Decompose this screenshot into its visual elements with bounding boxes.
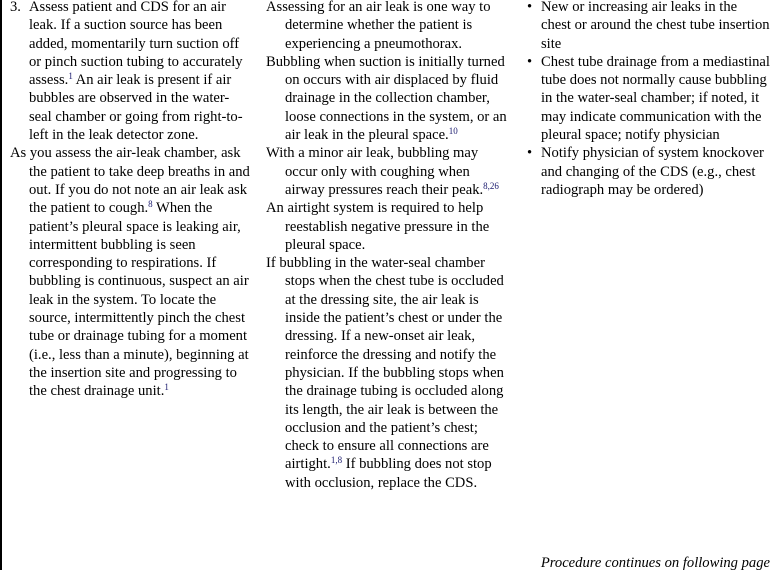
step-text-continued: An air leak is present if air bubbles are observed in the water-seal chamber or going from right-to-left in the leak detector zone.	[29, 72, 243, 144]
step-number: 3.	[10, 0, 21, 15]
paragraph-text: As you assess the air-leak chamber, ask the patient to take deep breaths in and out. If you do not note an air leak ask the patient to cough.	[10, 145, 250, 217]
continuation-note: Procedure continues on following page	[540, 555, 770, 571]
list-item	[526, 144, 770, 199]
rationale-text: Bubbling when suction is initially turned on occurs with air displaced by fluid drainage in the collection chamber, loose connections in the system, or an air leak in the pleural space.	[266, 53, 507, 144]
reference-link[interactable]: 10	[448, 126, 458, 137]
reference-link[interactable]: 8,26	[483, 180, 499, 191]
paragraph-text-continued: When the patient’s pleural space is leaking air, intermittent bubbling is seen corresponding to respirations. If bubbling is continuous, suspect an air leak in the system. To locate the source, intermittently pinch the chest tube or drainage tubing for a moment (i.e., less than a minute), beginning at the insertion site and progressing to the chest drainage unit.	[29, 200, 249, 400]
list-item	[526, 53, 770, 144]
reportable-conditions-column	[526, 0, 770, 199]
list-item	[526, 0, 770, 53]
reference-link[interactable]: 1	[164, 382, 169, 393]
reference-link[interactable]: 1	[68, 71, 73, 82]
rationale-4: An airtight system is required to help reestablish negative pressure in the pleural space.	[266, 200, 490, 253]
rationale-1: Assessing for an air leak is one way to determine whether the patient is experiencing a pneumothorax.	[266, 0, 491, 52]
step-3-paragraph-2	[10, 144, 250, 400]
list-item-text: Notify physician of system knockover and changing of the CDS (e.g., chest radiograph may be ordered)	[541, 145, 764, 198]
rationale-text-continued: If bubbling does not stop with occlusion, replace the CDS.	[285, 456, 492, 491]
rationale-5	[266, 254, 511, 492]
reference-link[interactable]: 1,8	[330, 455, 343, 466]
bullet-icon: •	[527, 145, 533, 162]
step-text: Assess patient and CDS for an air leak. If a suction source has been added, momentarily turn suction off or pinch suction tubing to accurately assess.	[29, 0, 243, 89]
rationale-3	[266, 144, 511, 199]
rationale-2	[266, 53, 511, 144]
list-item-text: Chest tube drainage from a mediastinal tube does not normally cause bubbling in the water-seal chamber; if noted, it may indicate communication with the pleural space; notify physician	[541, 53, 770, 144]
rationale-text: With a minor air leak, bubbling may occur only with coughing when airway pressures reach their peak.	[266, 145, 484, 198]
step-3	[10, 0, 250, 144]
rationale-text: If bubbling in the water-seal chamber stops when the chest tube is occluded at the dressing site, the air leak is inside the patient’s chest or under the dressing. If a new-onset air leak, reinforce the dressing and notify the physician. If the bubbling stops when the drainage tubing is occluded along its length, the air leak is between the occlusion and the patient’s chest; check to ensure all connections are airtight.	[266, 255, 504, 473]
bullet-icon: •	[527, 0, 533, 15]
bullet-icon: •	[527, 53, 533, 70]
procedure-steps-column	[10, 0, 250, 401]
list-item-text: New or increasing air leaks in the chest or around the chest tube insertion site	[541, 0, 770, 52]
reportable-conditions-list	[526, 0, 770, 199]
reference-link[interactable]: 8	[148, 199, 153, 210]
rationale-column	[266, 0, 511, 492]
left-margin-rule	[0, 0, 2, 570]
